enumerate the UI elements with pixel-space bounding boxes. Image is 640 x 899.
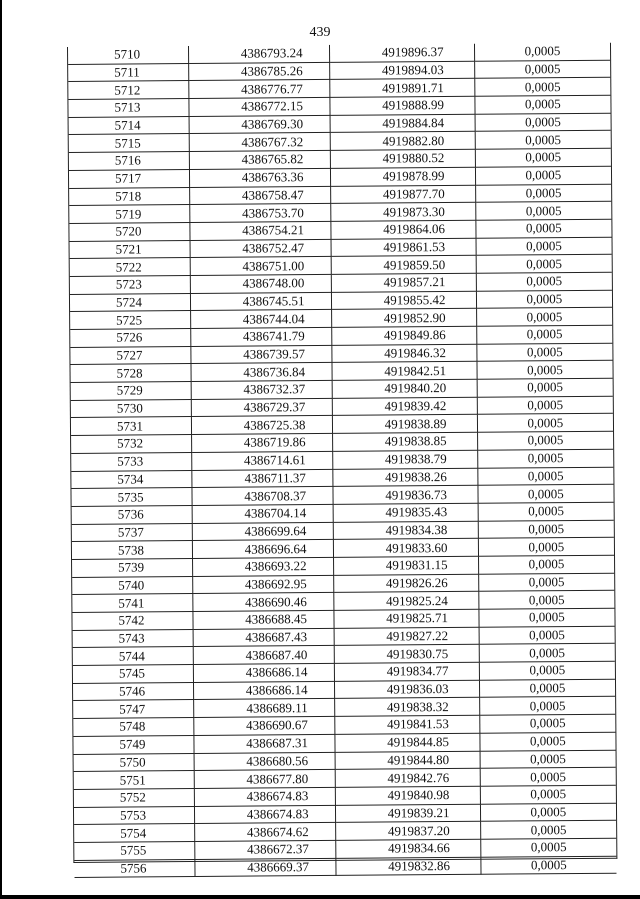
x-coordinate-cell: 4386776.77: [188, 80, 329, 99]
error-cell: 0,0005: [479, 644, 615, 663]
x-coordinate-cell: 4386669.37: [194, 858, 335, 877]
x-coordinate-cell: 4386745.51: [190, 292, 331, 311]
y-coordinate-cell: 4919830.75: [334, 645, 479, 664]
y-coordinate-cell: 4919896.37: [329, 44, 474, 62]
error-cell: 0,0005: [474, 95, 610, 114]
error-cell: 0,0005: [476, 308, 612, 327]
point-number-cell: 5734: [71, 470, 191, 489]
point-number-cell: 5738: [72, 541, 192, 560]
x-coordinate-cell: 4386736.84: [190, 363, 331, 382]
y-coordinate-cell: 4919826.26: [333, 574, 478, 593]
point-number-cell: 5732: [71, 435, 191, 454]
y-coordinate-cell: 4919834.77: [334, 662, 479, 681]
x-coordinate-cell: 4386686.14: [193, 663, 334, 682]
x-coordinate-cell: 4386765.82: [189, 151, 330, 170]
point-number-cell: 5741: [72, 594, 192, 613]
x-coordinate-cell: 4386692.95: [192, 575, 333, 594]
error-cell: 0,0005: [475, 219, 611, 238]
error-cell: 0,0005: [478, 573, 614, 592]
point-number-cell: 5712: [68, 81, 188, 100]
y-coordinate-cell: 4919840.20: [332, 379, 477, 398]
x-coordinate-cell: 4386688.45: [192, 610, 333, 629]
y-coordinate-cell: 4919834.38: [333, 521, 478, 540]
coordinates-table-container: [67, 43, 617, 876]
x-coordinate-cell: 4386754.21: [189, 221, 330, 240]
point-number-cell: 5739: [72, 558, 192, 577]
x-coordinate-cell: 4386729.37: [191, 398, 332, 417]
x-coordinate-cell: 4386674.83: [194, 805, 335, 824]
y-coordinate-cell: 4919864.06: [330, 220, 475, 239]
error-cell: 0,0005: [479, 732, 615, 751]
error-cell: 0,0005: [480, 767, 616, 786]
point-number-cell: 5710: [68, 46, 188, 64]
error-cell: 0,0005: [480, 856, 616, 875]
y-coordinate-cell: 4919873.30: [330, 202, 475, 221]
error-cell: 0,0005: [475, 113, 611, 132]
point-number-cell: 5724: [70, 293, 190, 312]
point-number-cell: 5737: [72, 523, 192, 542]
x-coordinate-cell: 4386696.64: [192, 540, 333, 559]
x-coordinate-cell: 4386687.40: [193, 646, 334, 665]
error-cell: 0,0005: [476, 325, 612, 344]
y-coordinate-cell: 4919825.24: [333, 592, 478, 611]
page-number: 439: [309, 25, 331, 40]
x-coordinate-cell: 4386672.37: [194, 840, 335, 859]
coordinates-table-body: [68, 43, 617, 878]
y-coordinate-cell: 4919861.53: [331, 238, 476, 257]
point-number-cell: 5748: [73, 718, 193, 737]
point-number-cell: 5717: [69, 169, 189, 188]
y-coordinate-cell: 4919834.66: [335, 839, 480, 858]
point-number-cell: 5735: [71, 488, 191, 507]
y-coordinate-cell: 4919844.80: [335, 751, 480, 770]
error-cell: 0,0005: [480, 785, 616, 804]
error-cell: 0,0005: [479, 626, 615, 645]
x-coordinate-cell: 4386752.47: [190, 239, 331, 258]
x-coordinate-cell: 4386725.38: [191, 416, 332, 435]
point-number-cell: 5745: [73, 665, 193, 684]
y-coordinate-cell: 4919838.32: [334, 698, 479, 717]
error-cell: 0,0005: [477, 484, 613, 503]
y-coordinate-cell: 4919835.43: [333, 503, 478, 522]
error-cell: 0,0005: [476, 343, 612, 362]
point-number-cell: 5750: [74, 753, 194, 772]
error-cell: 0,0005: [480, 750, 616, 769]
error-cell: 0,0005: [479, 661, 615, 680]
y-coordinate-cell: 4919877.70: [330, 185, 475, 204]
error-cell: 0,0005: [478, 537, 614, 556]
error-cell: 0,0005: [477, 414, 613, 433]
y-coordinate-cell: 4919852.90: [331, 309, 476, 328]
error-cell: 0,0005: [474, 43, 610, 61]
y-coordinate-cell: 4919857.21: [331, 273, 476, 292]
error-cell: 0,0005: [479, 697, 615, 716]
point-number-cell: 5747: [73, 700, 193, 719]
error-cell: 0,0005: [476, 272, 612, 291]
error-cell: 0,0005: [478, 502, 614, 521]
x-coordinate-cell: 4386732.37: [191, 380, 332, 399]
error-cell: 0,0005: [476, 290, 612, 309]
x-coordinate-cell: 4386693.22: [192, 557, 333, 576]
y-coordinate-cell: 4919891.71: [329, 79, 474, 98]
point-number-cell: 5756: [74, 859, 194, 878]
point-number-cell: 5740: [72, 576, 192, 595]
error-cell: 0,0005: [479, 714, 615, 733]
error-cell: 0,0005: [480, 820, 616, 839]
table-row: [74, 856, 616, 878]
y-coordinate-cell: 4919882.80: [330, 132, 475, 151]
point-number-cell: 5736: [72, 505, 192, 524]
error-cell: 0,0005: [478, 555, 614, 574]
error-cell: 0,0005: [477, 431, 613, 450]
error-cell: 0,0005: [478, 608, 614, 627]
y-coordinate-cell: 4919846.32: [331, 344, 476, 363]
error-cell: 0,0005: [477, 378, 613, 397]
point-number-cell: 5751: [74, 771, 194, 790]
y-coordinate-cell: 4919839.21: [335, 804, 480, 823]
coordinates-table: [68, 43, 617, 879]
y-coordinate-cell: 4919827.22: [334, 627, 479, 646]
y-coordinate-cell: 4919836.03: [334, 680, 479, 699]
point-number-cell: 5711: [68, 63, 188, 82]
error-cell: 0,0005: [476, 254, 612, 273]
error-cell: 0,0005: [475, 148, 611, 167]
y-coordinate-cell: 4919838.79: [332, 450, 477, 469]
error-cell: 0,0005: [476, 361, 612, 380]
point-number-cell: 5746: [73, 682, 193, 701]
point-number-cell: 5744: [73, 647, 193, 666]
y-coordinate-cell: 4919836.73: [332, 485, 477, 504]
x-coordinate-cell: 4386751.00: [190, 257, 331, 276]
y-coordinate-cell: 4919888.99: [329, 96, 474, 115]
point-number-cell: 5718: [69, 187, 189, 206]
point-number-cell: 5726: [70, 329, 190, 348]
x-coordinate-cell: 4386689.11: [193, 699, 334, 718]
error-cell: 0,0005: [475, 131, 611, 150]
error-cell: 0,0005: [480, 838, 616, 857]
point-number-cell: 5719: [69, 205, 189, 224]
x-coordinate-cell: 4386719.86: [191, 434, 332, 453]
x-coordinate-cell: 4386753.70: [189, 204, 330, 223]
y-coordinate-cell: 4919894.03: [329, 61, 474, 80]
point-number-cell: 5754: [74, 824, 194, 843]
y-coordinate-cell: 4919838.85: [332, 432, 477, 451]
y-coordinate-cell: 4919842.76: [335, 768, 480, 787]
x-coordinate-cell: 4386714.61: [191, 451, 332, 470]
error-cell: 0,0005: [477, 467, 613, 486]
point-number-cell: 5723: [70, 275, 190, 294]
x-coordinate-cell: 4386677.80: [194, 770, 335, 789]
y-coordinate-cell: 4919838.89: [332, 415, 477, 434]
x-coordinate-cell: 4386686.14: [193, 681, 334, 700]
point-number-cell: 5714: [69, 116, 189, 135]
point-number-cell: 5755: [74, 841, 194, 860]
y-coordinate-cell: 4919825.71: [333, 609, 478, 628]
x-coordinate-cell: 4386758.47: [189, 186, 330, 205]
point-number-cell: 5733: [71, 452, 191, 471]
y-coordinate-cell: 4919837.20: [335, 822, 480, 841]
x-coordinate-cell: 4386785.26: [188, 62, 329, 81]
x-coordinate-cell: 4386739.57: [190, 345, 331, 364]
point-number-cell: 5722: [70, 258, 190, 277]
y-coordinate-cell: 4919884.84: [330, 114, 475, 133]
x-coordinate-cell: 4386772.15: [188, 98, 329, 117]
point-number-cell: 5731: [71, 417, 191, 436]
x-coordinate-cell: 4386741.79: [190, 327, 331, 346]
error-cell: 0,0005: [477, 449, 613, 468]
error-cell: 0,0005: [474, 60, 610, 79]
x-coordinate-cell: 4386680.56: [194, 752, 335, 771]
y-coordinate-cell: 4919839.42: [332, 397, 477, 416]
y-coordinate-cell: 4919878.99: [330, 167, 475, 186]
point-number-cell: 5713: [68, 99, 188, 118]
x-coordinate-cell: 4386699.64: [192, 522, 333, 541]
point-number-cell: 5743: [73, 629, 193, 648]
y-coordinate-cell: 4919855.42: [331, 291, 476, 310]
x-coordinate-cell: 4386763.36: [189, 168, 330, 187]
error-cell: 0,0005: [475, 184, 611, 203]
point-number-cell: 5725: [70, 311, 190, 330]
y-coordinate-cell: 4919880.52: [330, 149, 475, 168]
x-coordinate-cell: 4386687.43: [193, 628, 334, 647]
point-number-cell: 5752: [74, 788, 194, 807]
y-coordinate-cell: 4919841.53: [334, 715, 479, 734]
error-cell: 0,0005: [479, 679, 615, 698]
x-coordinate-cell: 4386674.62: [194, 823, 335, 842]
error-cell: 0,0005: [475, 166, 611, 185]
x-coordinate-cell: 4386744.04: [190, 310, 331, 329]
y-coordinate-cell: 4919838.26: [332, 468, 477, 487]
error-cell: 0,0005: [476, 237, 612, 256]
y-coordinate-cell: 4919849.86: [331, 326, 476, 345]
scan-edge-bottom: [0, 895, 640, 899]
y-coordinate-cell: 4919832.86: [335, 857, 480, 876]
point-number-cell: 5742: [72, 612, 192, 631]
x-coordinate-cell: 4386769.30: [189, 115, 330, 134]
x-coordinate-cell: 4386767.32: [189, 133, 330, 152]
point-number-cell: 5728: [70, 364, 190, 383]
point-number-cell: 5729: [71, 382, 191, 401]
error-cell: 0,0005: [475, 201, 611, 220]
x-coordinate-cell: 4386711.37: [191, 469, 332, 488]
point-number-cell: 5716: [69, 152, 189, 171]
x-coordinate-cell: 4386704.14: [192, 504, 333, 523]
point-number-cell: 5749: [73, 735, 193, 754]
y-coordinate-cell: 4919840.98: [335, 786, 480, 805]
scan-edge-left: [0, 0, 2, 899]
x-coordinate-cell: 4386690.46: [192, 593, 333, 612]
x-coordinate-cell: 4386748.00: [190, 274, 331, 293]
point-number-cell: 5727: [70, 346, 190, 365]
x-coordinate-cell: 4386687.31: [193, 734, 334, 753]
y-coordinate-cell: 4919842.51: [331, 362, 476, 381]
error-cell: 0,0005: [477, 396, 613, 415]
error-cell: 0,0005: [478, 591, 614, 610]
error-cell: 0,0005: [474, 78, 610, 97]
x-coordinate-cell: 4386708.37: [191, 487, 332, 506]
point-number-cell: 5715: [69, 134, 189, 153]
x-coordinate-cell: 4386793.24: [188, 45, 329, 63]
x-coordinate-cell: 4386690.67: [193, 717, 334, 736]
point-number-cell: 5721: [70, 240, 190, 259]
point-number-cell: 5720: [69, 222, 189, 241]
point-number-cell: 5753: [74, 806, 194, 825]
y-coordinate-cell: 4919844.85: [334, 733, 479, 752]
y-coordinate-cell: 4919833.60: [333, 539, 478, 558]
y-coordinate-cell: 4919831.15: [333, 556, 478, 575]
error-cell: 0,0005: [480, 803, 616, 822]
y-coordinate-cell: 4919859.50: [331, 256, 476, 275]
point-number-cell: 5730: [71, 399, 191, 418]
x-coordinate-cell: 4386674.83: [194, 787, 335, 806]
error-cell: 0,0005: [478, 520, 614, 539]
